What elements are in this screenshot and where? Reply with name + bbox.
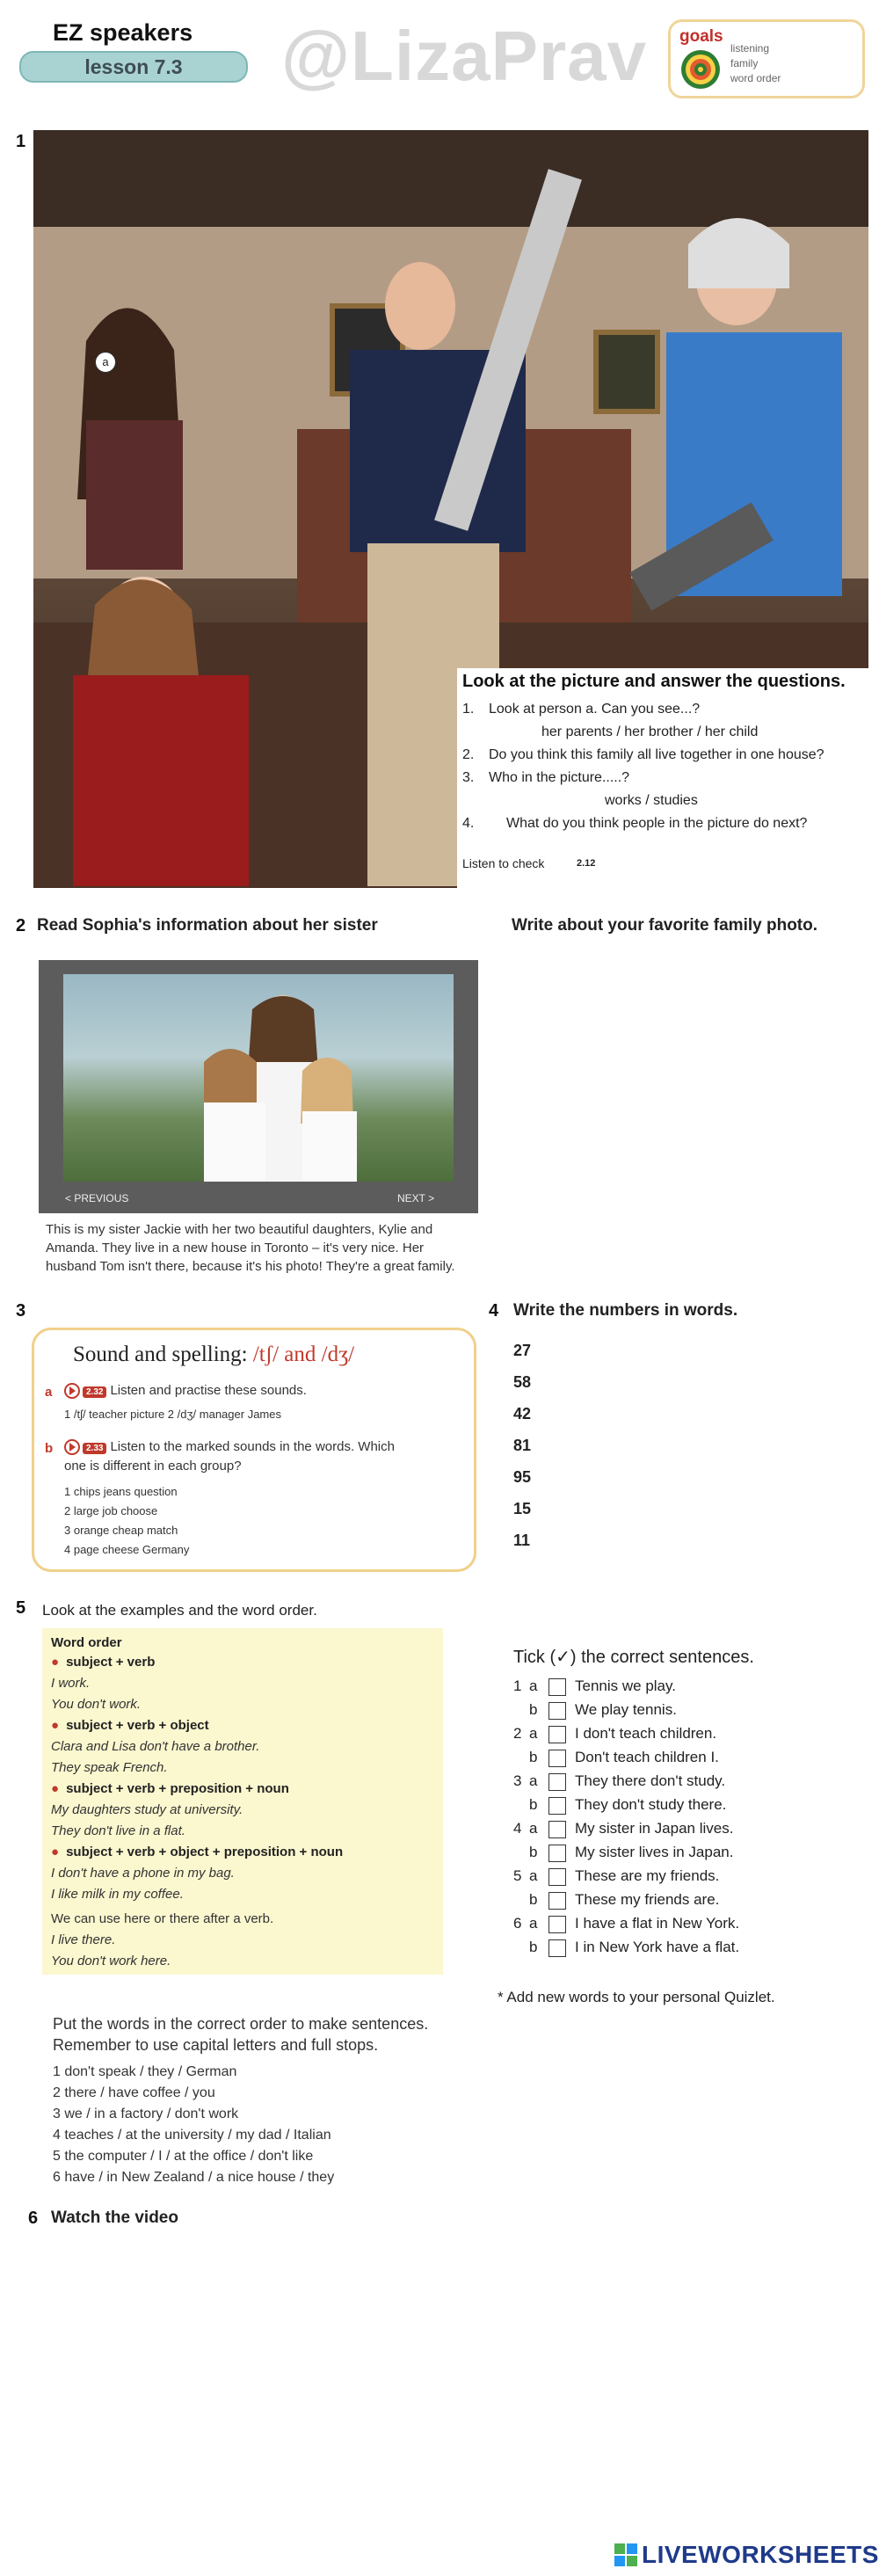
- liveworksheets-logo-icon: [614, 2543, 638, 2567]
- rule-heading: subject + verb + object: [66, 1718, 209, 1733]
- instruction-text: Listen to the marked sounds in the words. Which: [110, 1439, 395, 1454]
- item-letter: b: [529, 1749, 538, 1765]
- question-number: 4.: [462, 816, 475, 831]
- sister-photo-illustration: [63, 974, 454, 1182]
- section-heading: Write about your favorite family photo.: [512, 916, 818, 935]
- section-heading: Write the numbers in words.: [513, 1301, 738, 1320]
- rule-heading: subject + verb + object + preposition + noun: [66, 1845, 344, 1859]
- tick-row: [513, 1891, 719, 1910]
- lesson-badge: lesson 7.3: [19, 51, 248, 83]
- order-item: 3 we / in a factory / don't work: [53, 2107, 239, 2121]
- number-item: 58: [513, 1373, 532, 1391]
- tick-checkbox[interactable]: [548, 1797, 566, 1815]
- sister-photo: [63, 974, 454, 1182]
- sentence-text: These my friends are.: [575, 1891, 720, 1908]
- tick-row: [513, 1820, 733, 1838]
- tick-row: [513, 1939, 739, 1957]
- box-title-prefix: Sound and spelling:: [73, 1343, 253, 1366]
- previous-link[interactable]: < PREVIOUS: [65, 1192, 129, 1204]
- example: I work.: [51, 1676, 91, 1691]
- sentence-text: These are my friends.: [575, 1867, 720, 1884]
- rule-heading: subject + verb: [66, 1655, 156, 1670]
- track-number: 2.12: [577, 858, 596, 869]
- sentence-text: They there don't study.: [575, 1772, 726, 1789]
- tick-row: [513, 1725, 716, 1743]
- order-item: 5 the computer / I / at the office / don't like: [53, 2149, 314, 2164]
- photo-viewer: [39, 960, 478, 1213]
- goals-label: goals: [679, 27, 723, 46]
- number-item: 27: [513, 1342, 532, 1359]
- part-label: b: [45, 1441, 54, 1456]
- note: We can use here or there after a verb.: [51, 1911, 274, 1926]
- sentence-text: I have a flat in New York.: [575, 1915, 740, 1932]
- section-heading: Look at the examples and the word order.: [42, 1602, 317, 1619]
- word-group: 4 page cheese Germany: [64, 1543, 190, 1556]
- example: I like milk in my coffee.: [51, 1887, 184, 1902]
- tick-row: [513, 1844, 733, 1862]
- tick-checkbox[interactable]: [548, 1892, 566, 1910]
- watermark: @LizaPrav: [281, 17, 648, 95]
- tick-row: [513, 1772, 725, 1791]
- person-marker: a: [95, 352, 116, 373]
- sound-row: 1 /tʃ/ teacher picture 2 /dʒ/ manager James: [64, 1408, 281, 1421]
- order-item: 2 there / have coffee / you: [53, 2085, 215, 2100]
- tick-row: [513, 1677, 676, 1696]
- example: Clara and Lisa don't have a brother.: [51, 1739, 260, 1754]
- question-panel: [457, 668, 868, 888]
- example: You don't work here.: [51, 1954, 171, 1968]
- goal-item: family: [730, 57, 759, 69]
- item-letter: b: [529, 1701, 538, 1718]
- panel-title: Look at the picture and answer the questions.: [462, 672, 846, 691]
- word-group: 1 chips jeans question: [64, 1485, 178, 1498]
- item-letter: a: [529, 1915, 538, 1932]
- order-item: 1 don't speak / they / German: [53, 2064, 237, 2079]
- section-heading: Read Sophia's information about her sister: [37, 916, 378, 935]
- sentence-text: Tennis we play.: [575, 1677, 676, 1694]
- tick-heading: Tick (✓) the correct sentences.: [513, 1648, 754, 1667]
- item-letter: b: [529, 1796, 538, 1813]
- question-text: Who in the picture.....?: [489, 770, 630, 785]
- question-text: What do you think people in the picture do next?: [506, 816, 808, 831]
- tick-row: [513, 1867, 719, 1886]
- tick-row: [513, 1701, 677, 1720]
- number-item: 42: [513, 1405, 532, 1423]
- tick-checkbox[interactable]: [548, 1845, 566, 1862]
- order-heading: Put the words in the correct order to make sentences.: [53, 2015, 429, 2033]
- item-number: 4: [513, 1820, 522, 1837]
- example: You don't work.: [51, 1697, 142, 1712]
- item-letter: b: [529, 1844, 538, 1860]
- tick-checkbox[interactable]: [548, 1702, 566, 1720]
- example: They don't live in a flat.: [51, 1823, 185, 1838]
- sentence-text: I in New York have a flat.: [575, 1939, 740, 1955]
- word-group: 2 large job choose: [64, 1504, 158, 1517]
- word-order-box: Word order ● subject + verb I work. You don't work. ● subject + verb + object Clara and Lisa don't have a brother. They speak French. ● subject + verb + preposition + noun My daughters study at university. They don't live in a flat. ● subject + verb + object + preposition + noun I don't have a phone in my bag. I like milk in my coffee. We can use here or there after a verb. I live there. You don't work here.: [42, 1628, 443, 1975]
- item-letter: a: [529, 1725, 538, 1742]
- next-link[interactable]: NEXT >: [397, 1192, 435, 1204]
- question-options: works / studies: [605, 793, 698, 808]
- goals-box: [668, 19, 865, 98]
- tick-row: [513, 1749, 719, 1767]
- goal-item: word order: [730, 72, 781, 84]
- number-item: 95: [513, 1468, 532, 1486]
- tick-checkbox[interactable]: [548, 1678, 566, 1696]
- section-number: 5: [16, 1598, 26, 1618]
- item-number: 6: [513, 1915, 522, 1932]
- item-number: 5: [513, 1867, 522, 1884]
- example: My daughters study at university.: [51, 1802, 243, 1817]
- box-title: [73, 1343, 354, 1367]
- tick-checkbox[interactable]: [548, 1750, 566, 1767]
- example: They speak French.: [51, 1760, 168, 1775]
- item-number: 3: [513, 1772, 522, 1789]
- item-letter: a: [529, 1772, 538, 1789]
- sentence-text: I don't teach children.: [575, 1725, 717, 1742]
- example: I don't have a phone in my bag.: [51, 1866, 235, 1881]
- track-badge: 2.32: [83, 1386, 106, 1398]
- question-number: 3.: [462, 770, 475, 785]
- tick-checkbox[interactable]: [548, 1868, 566, 1886]
- sentence-text: Don't teach children I.: [575, 1749, 719, 1765]
- word-group: 3 orange cheap match: [64, 1524, 178, 1537]
- question-options: her parents / her brother / her child: [541, 724, 759, 739]
- listen-text: Listen to check: [462, 856, 545, 870]
- number-item: 15: [513, 1500, 532, 1517]
- sentence-text: We play tennis.: [575, 1701, 677, 1718]
- section-heading: Watch the video: [51, 2209, 178, 2227]
- goal-item: listening: [730, 42, 770, 55]
- item-number: 2: [513, 1725, 522, 1742]
- item-letter: b: [529, 1891, 538, 1908]
- track-badge: 2.33: [83, 1443, 106, 1454]
- photo-caption: This is my sister Jackie with her two beautiful daughters, Kylie and Amanda. They live in a new house in Toronto – it's very nice. Her husband Tom isn't there, because it's his photo! They're a great family.: [46, 1222, 455, 1274]
- sound-spelling-box: [32, 1328, 476, 1572]
- question-number: 1.: [462, 702, 475, 717]
- part-label: a: [45, 1385, 53, 1400]
- example: I live there.: [51, 1932, 116, 1947]
- box-title: Word order: [51, 1635, 122, 1650]
- tick-checkbox[interactable]: [548, 1726, 566, 1743]
- question-number: 2.: [462, 747, 475, 762]
- number-item: 11: [513, 1532, 531, 1549]
- box-title-sounds: /tʃ/ and /dʒ/: [252, 1343, 355, 1366]
- instruction-text: Listen and practise these sounds.: [110, 1383, 307, 1398]
- section-number: 1: [16, 132, 26, 151]
- question-text: Look at person a. Can you see...?: [489, 702, 701, 717]
- item-letter: a: [529, 1677, 538, 1694]
- tick-row: [513, 1915, 739, 1933]
- order-item: 4 teaches / at the university / my dad / Italian: [53, 2128, 331, 2143]
- play-icon[interactable]: [64, 1383, 80, 1399]
- section-number: 6: [28, 2209, 39, 2228]
- app-title: EZ speakers: [53, 19, 193, 46]
- item-number: 1: [513, 1677, 522, 1694]
- order-item: 6 have / in New Zealand / a nice house / they: [53, 2170, 335, 2185]
- item-letter: a: [529, 1820, 538, 1837]
- play-icon[interactable]: [64, 1439, 80, 1455]
- order-heading: Remember to use capital letters and full stops.: [53, 2036, 379, 2054]
- tick-checkbox[interactable]: [548, 1773, 566, 1791]
- question-text: Do you think this family all live together in one house?: [489, 747, 825, 762]
- quizlet-note: * Add new words to your personal Quizlet.: [498, 1989, 775, 2005]
- target-icon: [679, 48, 722, 91]
- sentence-text: My sister lives in Japan.: [575, 1844, 734, 1860]
- section-number: 4: [489, 1301, 499, 1321]
- section-number: 3: [16, 1301, 26, 1321]
- tick-row: [513, 1796, 726, 1815]
- goals-list: [730, 41, 781, 86]
- item-letter: b: [529, 1939, 538, 1955]
- rule-heading: subject + verb + preposition + noun: [66, 1781, 289, 1796]
- liveworksheets-logo: LIVEWORKSHEETS: [642, 2541, 879, 2568]
- section-number: 2: [16, 916, 26, 935]
- item-letter: a: [529, 1867, 538, 1884]
- number-item: 81: [513, 1437, 532, 1454]
- sentence-text: They don't study there.: [575, 1796, 727, 1813]
- tick-checkbox[interactable]: [548, 1916, 566, 1933]
- tick-checkbox[interactable]: [548, 1821, 566, 1838]
- sentence-text: My sister in Japan lives.: [575, 1820, 734, 1837]
- instruction-text: one is different in each group?: [64, 1459, 242, 1474]
- tick-checkbox[interactable]: [548, 1939, 566, 1957]
